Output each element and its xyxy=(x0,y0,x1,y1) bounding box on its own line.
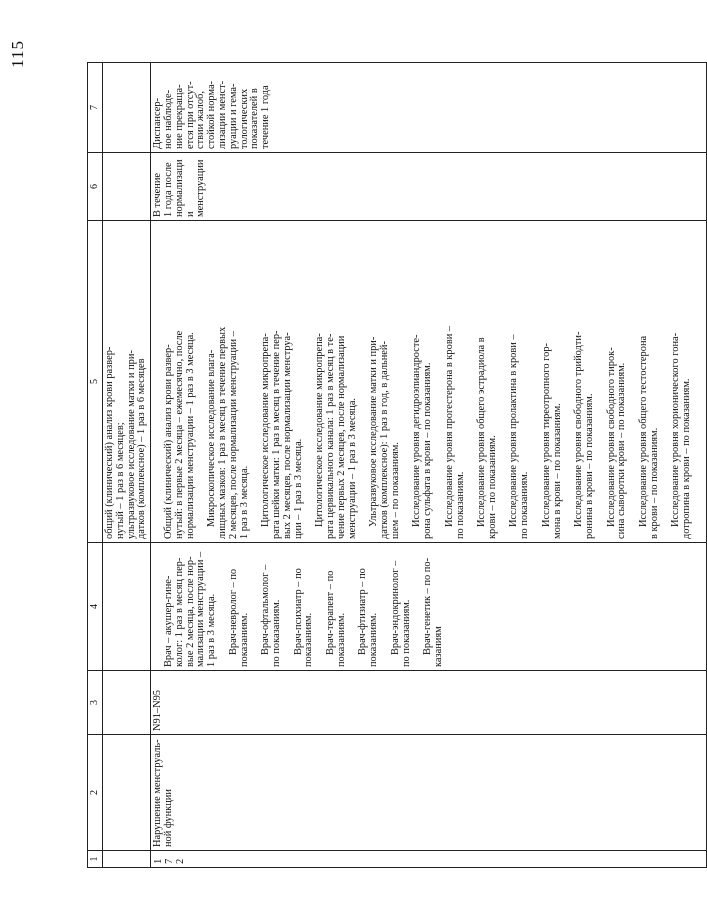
continuation-row xyxy=(103,63,151,868)
specialist-entry: Врач-психиатр – по показаниям. xyxy=(292,568,315,667)
row-number-cell: 172 xyxy=(151,851,707,868)
examination-entry: Общий (клинический) анализ крови развер- нутый: в первые 2 месяца – ежемесячно, после нормализации менструации – 1 раз в 3 месяца. xyxy=(162,330,196,539)
column-header-7: 7 xyxy=(88,63,103,153)
examination-entry: Исследование уровня свободного тирок- сина сыворотки крови – по показаниям. xyxy=(605,347,628,539)
page-number: 115 xyxy=(8,40,27,68)
examination-entry: Исследование уровня дегидроэпиандросте- рона сульфата в крови – по показаниям. xyxy=(411,334,434,539)
examination-entry: Цитологическое исследование микропрепа- рата шейки матки: 1 раз в месяц в течение пер- вых 2 месяцев, после нормализации менструа- ции – 1 раз в 3 месяца. xyxy=(260,330,304,539)
specialist-entry: Врач-офтальмолог – по показаниям. xyxy=(260,564,282,667)
examination-entry: Исследование уровня пролактина в крови – по показаниям. xyxy=(508,334,531,539)
specialist-entry: Врач-фтизиатр – по показаниям. xyxy=(357,568,380,667)
continuation-cell-3 xyxy=(103,671,151,735)
column-header-4: 4 xyxy=(88,543,103,671)
specialist-entry: Врач-генетик – по по- казаниям xyxy=(422,557,444,667)
examination-entry: Исследование уровня тиреотропного гор- мона в крови – по показаниям. xyxy=(540,342,563,539)
table-row-172 xyxy=(151,63,707,868)
continuation-cell-4 xyxy=(103,543,151,671)
icd-codes-cell: N91–N95 xyxy=(151,671,707,735)
examination-entry: Цитологическое исследование микропрепа- рата цервикального канала: 1 раз в месяц в те- чение первых 2 месяцев, после нормализации менструации – 1 раз в 3 месяца. xyxy=(314,333,358,539)
column-header-5: 5 xyxy=(88,221,103,543)
outcome-cell: Диспансер- ное наблюде- ние прекраща- ется при отсут- ствии жалоб, стойкой норма- лизации менст- руации и гема- тологических показателей в течение 1 года xyxy=(151,63,707,153)
register-table xyxy=(87,62,707,868)
column-header-1: 1 xyxy=(88,851,103,868)
examination-entry: Микроскопическое исследование влага- лищных мазков: 1 раз в месяц в течение первых 2 месяцев, после нормализации менструации – 1 раз в 3 месяца. xyxy=(206,326,250,539)
rotated-table-wrapper xyxy=(87,63,693,868)
continuation-examinations-cell: общий (клинический) анализ крови развер- нутый – 1 раз в 6 месяцев; ультразвуковое исследование матки и при- датков (комплексное) – 1 раз в 6 месяцев xyxy=(103,221,151,543)
continuation-cell-2 xyxy=(103,735,151,851)
column-header-2: 2 xyxy=(88,735,103,851)
duration-cell: В течение 1 года после нормализации менструации xyxy=(151,153,707,221)
condition-cell: Нарушение менструаль- ной функции xyxy=(151,735,707,851)
column-header-3: 3 xyxy=(88,671,103,735)
examination-entry: Исследование уровня прогестерона в крови – по показаниям. xyxy=(443,325,466,539)
examination-entry: Ультразвуковое исследование матки и при- датков (комплексное): 1 раз в год, в дальней- шем – по показаниям. xyxy=(368,336,401,539)
specialist-entry: Врач-эндокринолог – по показаниям. xyxy=(389,560,412,667)
specialist-entry: Врач – акушер-гине- колог: 1 раз в месяц пер- вые 2 месяца, после нор- мализации менструации – 1 раз в 3 месяца. xyxy=(162,551,218,667)
examination-entry: Исследование уровня общего тестостерона в крови – по показаниям. xyxy=(638,335,660,539)
examination-entry: Исследование уровня общего эстрадиола в крови – по показаниям. xyxy=(476,337,498,539)
specialist-entry: Врач-терапевт – по показаниям. xyxy=(324,570,347,667)
column-header-row xyxy=(88,63,103,868)
examinations-cell xyxy=(151,221,707,543)
examination-entry: Исследование уровня свободного трийодти- ронина в крови – по показаниям. xyxy=(573,331,596,539)
specialist-entry: Врач-невролог – по показаниям. xyxy=(227,568,250,667)
column-header-6: 6 xyxy=(88,153,103,221)
continuation-cell-7 xyxy=(103,63,151,153)
continuation-cell-6 xyxy=(103,153,151,221)
continuation-cell-1 xyxy=(103,851,151,868)
examination-entry: Исследование уровня хорионического гона- дотропина в крови – по показаниям. xyxy=(670,332,693,539)
specialists-cell xyxy=(151,543,707,671)
